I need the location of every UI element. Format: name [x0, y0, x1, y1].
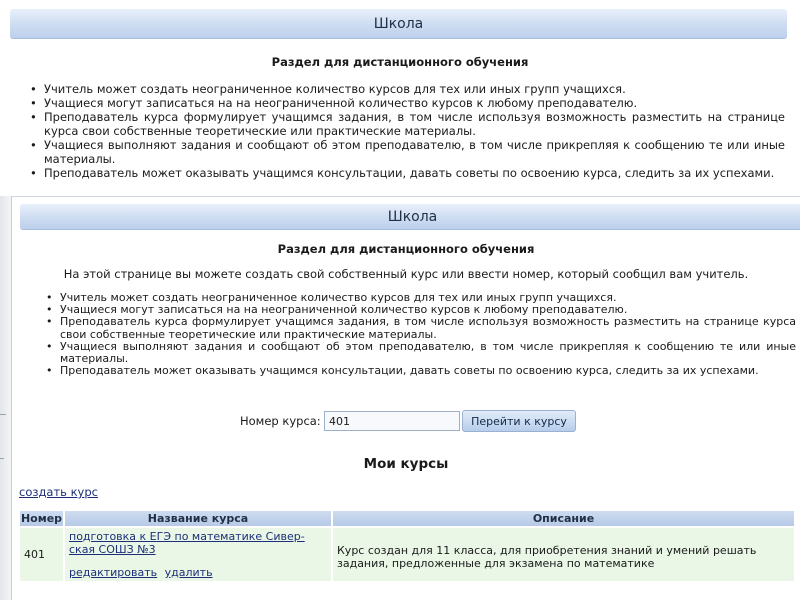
- list-item: • Учащиеся могут записаться на на неограниченной количество курсов к любому преподавателю.: [30, 96, 785, 110]
- table-header-row: [20, 511, 794, 526]
- window-left-edge: [0, 196, 12, 600]
- edge-tick: [0, 458, 4, 459]
- page-header-bar: [20, 204, 800, 230]
- list-item: • Учащиеся выполняют задания и сообщают об этом преподавателю, в том числе прикрепляя к сообщению те или иные материалы.: [30, 138, 785, 166]
- column-header-number: Номер: [20, 512, 63, 525]
- course-number-input[interactable]: [324, 411, 460, 431]
- column-header-description: Описание: [332, 511, 794, 526]
- delete-course-link[interactable]: удалить: [164, 566, 213, 579]
- course-title-cell: [64, 528, 332, 581]
- list-item: • Преподаватель курса формулирует учащимся задания, в том числе используя возможность разместить на странице курса свои собственные теоретические или практические материалы.: [46, 316, 796, 340]
- course-title-link[interactable]: подготовка к ЕГЭ по математике Сивер-ская СОШЗ №3: [69, 530, 305, 556]
- top-header-bar: [10, 9, 787, 39]
- top-header-title: Школа: [373, 16, 424, 32]
- column-header-title: Название курса: [64, 511, 332, 526]
- go-to-course-button[interactable]: Перейти к курсу: [462, 410, 576, 432]
- course-number-cell: 401: [20, 528, 64, 581]
- top-section-title: Раздел для дистанционного обучения: [271, 55, 529, 69]
- list-item: • Преподаватель курса формулирует учащимся задания, в том числе используя возможность разместить на странице курса свои собственные теоретические или практические материалы.: [30, 110, 785, 138]
- row-actions: [69, 566, 327, 579]
- top-info-list: [30, 82, 785, 180]
- list-item: • Учитель может создать неограниченное количество курсов для тех или иных групп учащихся.: [30, 82, 785, 96]
- school-page: [12, 196, 800, 600]
- list-item: • Преподаватель может оказывать учащимся консультации, давать советы по освоению курса, следить за их успехами.: [46, 365, 796, 377]
- list-item: • Учащиеся выполняют задания и сообщают об этом преподавателю, в том числе прикрепляя к сообщению те или иные материалы.: [46, 341, 796, 365]
- table-row: [20, 528, 794, 581]
- courses-table: [20, 511, 794, 581]
- my-courses-title: Мои курсы: [363, 456, 449, 472]
- intro-text: На этой странице вы можете создать свой собственный курс или ввести номер, который сообщил вам учитель.: [63, 267, 749, 281]
- edge-tick: [0, 414, 6, 415]
- background-page: [0, 0, 800, 196]
- page-title: Школа: [387, 209, 438, 225]
- create-course-link[interactable]: создать курс: [19, 485, 98, 499]
- section-title: Раздел для дистанционного обучения: [277, 242, 535, 256]
- edit-course-link[interactable]: редактировать: [69, 566, 158, 579]
- course-number-label: Номер курса:: [240, 414, 321, 428]
- list-item: • Преподаватель может оказывать учащимся консультации, давать советы по освоению курса, следить за их успехами.: [30, 166, 785, 180]
- list-item: • Учитель может создать неограниченное количество курсов для тех или иных групп учащихся.: [46, 292, 796, 304]
- list-item: • Учащиеся могут записаться на на неограниченной количество курсов к любому преподавателю.: [46, 304, 796, 316]
- course-description-cell: Курс создан для 11 класса, для приобретения знаний и умений решать задания, предложенные для экзамена по математике: [332, 528, 794, 581]
- info-list: [46, 292, 796, 377]
